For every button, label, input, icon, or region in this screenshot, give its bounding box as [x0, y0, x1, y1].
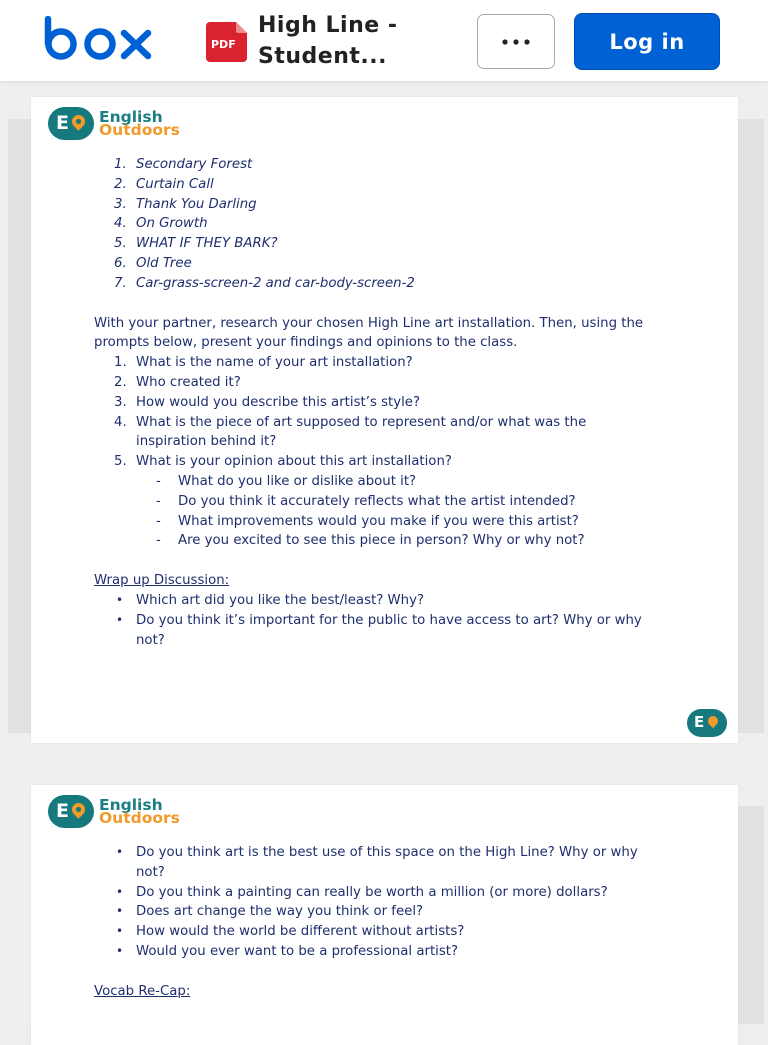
page-shadow-left — [8, 119, 32, 733]
english-outdoors-logo-icon: E — [48, 795, 94, 828]
page2-shadow-right — [738, 806, 764, 1024]
page-shadow-right — [738, 119, 764, 733]
english-outdoors-footer-icon: E — [687, 709, 727, 737]
list-item: 2. Who created it? — [114, 374, 241, 390]
more-options-icon — [500, 38, 532, 46]
document-title-line-1: High Line - — [258, 13, 398, 38]
wrap-up-heading: Wrap up Discussion: — [94, 573, 230, 589]
logo-text-outdoors: Outdoors — [99, 808, 180, 827]
pdf-page-2 — [31, 785, 738, 1045]
wrap-up-list — [94, 591, 684, 650]
list-item: - What do you like or dislike about it? — [156, 473, 417, 489]
list-item: - Are you excited to see this piece in person? Why or why not? — [156, 533, 585, 549]
list-item: 3. Thank You Darling — [114, 196, 257, 212]
english-outdoors-logo — [48, 107, 180, 140]
document-title-line-2: Student... — [258, 44, 387, 69]
list-item: 3. How would you describe this artist’s style? — [114, 394, 421, 410]
list-item: 4. On Growth — [114, 216, 208, 232]
list-item: 1. Secondary Forest — [114, 157, 253, 172]
list-item: 7. Car-grass-screen-2 and car-body-screen-2 — [114, 275, 415, 291]
discussion-list — [94, 843, 656, 962]
list-item: • Which art did you like the best/least? Why? — [116, 592, 425, 608]
logo-text-english: English — [99, 107, 163, 126]
pdf-page-1 — [31, 97, 738, 743]
list-item: 1. What is the name of your art installation? — [114, 355, 413, 371]
logo-text-outdoors: Outdoors — [99, 120, 180, 139]
list-item: • How would the world be different without artists? — [116, 924, 465, 940]
list-item: • Do you think art is the best use of this space on the High Line? Why or why not? — [116, 845, 638, 880]
login-button[interactable]: Log in — [575, 14, 719, 69]
installation-list — [94, 155, 684, 294]
list-item: - Do you think it accurately reflects what the artist intended? — [156, 493, 576, 509]
document-title — [258, 10, 458, 72]
list-item: • Do you think it’s important for the public to have access to art? Why or why not? — [116, 612, 642, 648]
top-bar — [0, 0, 768, 82]
vocab-heading: Vocab Re-Cap: — [94, 983, 191, 999]
logo-text-english: English — [99, 795, 163, 814]
sub-prompt-list — [94, 472, 684, 551]
list-item: 2. Curtain Call — [114, 176, 214, 192]
english-outdoors-logo — [48, 795, 180, 828]
list-item: - What improvements would you make if you were this artist? — [156, 513, 579, 529]
page1-content — [94, 155, 684, 650]
pdf-file-icon — [206, 22, 248, 62]
list-item: • Would you ever want to be a professional artist? — [116, 943, 459, 959]
list-item: 5. WHAT IF THEY BARK? — [114, 236, 278, 252]
list-item: 5. What is your opinion about this art installation? — [114, 454, 452, 470]
english-outdoors-logo-icon: E — [48, 107, 94, 140]
instructions-paragraph: With your partner, research your chosen High Line art installation. Then, using the prompts below, present your findings and opinions to the class. — [94, 315, 644, 351]
list-item: 4. What is the piece of art supposed to represent and/or what was the inspiration behind it? — [114, 414, 587, 450]
list-item: • Do you think a painting can really be worth a million (or more) dollars? — [116, 884, 608, 900]
page2-content — [94, 843, 656, 1002]
more-options-button[interactable] — [477, 14, 555, 69]
pdf-badge-label: PDF — [211, 38, 236, 51]
box-logo-icon[interactable] — [44, 16, 156, 60]
prompt-list — [94, 353, 684, 472]
list-item: • Does art change the way you think or feel? — [116, 904, 424, 920]
list-item: 6. Old Tree — [114, 255, 192, 271]
